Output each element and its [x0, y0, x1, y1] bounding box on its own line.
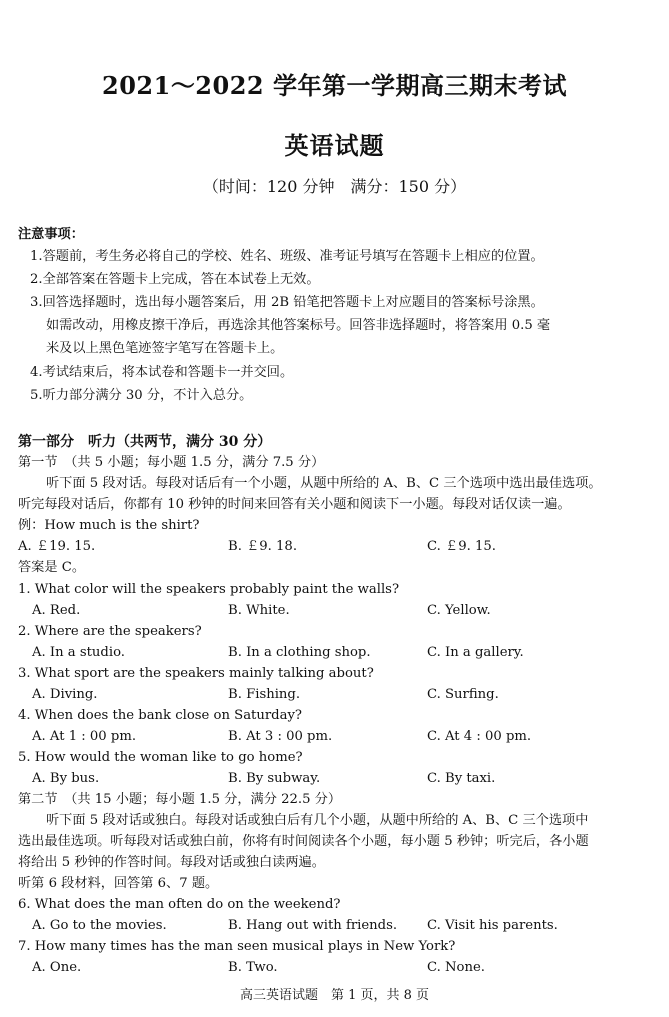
material-note: 听第 6 段材料，回答第 6、7 题。: [18, 876, 219, 891]
part1-heading: 第一部分 听力（共两节，满分 30 分）: [18, 434, 272, 450]
option-c: C. Yellow.: [427, 603, 491, 618]
example-answer: 答案是 C。: [18, 560, 86, 575]
section1-heading: 第一节 （共 5 小题；每小题 1.5 分，满分 7.5 分）: [18, 455, 325, 470]
notice-item: 2.全部答案在答题卡上完成，答在本试卷上无效。: [30, 272, 320, 287]
question-5: 5. How would the woman like to go home?: [18, 750, 303, 765]
subject-title: 英语试题: [284, 131, 385, 160]
section2-instructions: 听下面 5 段对话或独白。每段对话或独白后有几个小题，从题中所给的 A、B、C 三个选项中: [46, 813, 589, 828]
time-info: （时间：120 分钟 满分：150 分）: [202, 177, 467, 196]
option-b: B. White.: [228, 603, 290, 618]
example-option-c: C. ￡9. 15.: [427, 539, 496, 554]
notice-item: 如需改动，用橡皮擦干净后，再选涂其他答案标号。回答非选择题时，将答案用 0.5 毫: [46, 318, 551, 333]
example-question: 例：How much is the shirt?: [18, 518, 200, 533]
option-c: C. At 4 : 00 pm.: [427, 729, 532, 744]
option-a: A. Red.: [32, 603, 81, 618]
exam-title: 2021～2022 学年第一学期高三期末考试: [102, 71, 567, 100]
option-a: A. Go to the movies.: [32, 918, 167, 933]
section2-heading: 第二节 （共 15 小题；每小题 1.5 分，满分 22.5 分）: [18, 792, 342, 807]
notice-item: 米及以上黑色笔迹签字笔写在答题卡上。: [46, 341, 284, 356]
option-a: A. By bus.: [32, 771, 100, 786]
option-a: A. In a studio.: [32, 645, 125, 660]
option-b: B. By subway.: [228, 771, 321, 786]
notice-item: 3.回答选择题时，选出每小题答案后，用 2B 铅笔把答题卡上对应题目的答案标号涂黑。: [30, 295, 544, 310]
page-footer: 高三英语试题 第 1 页，共 8 页: [239, 988, 430, 1003]
option-b: B. Hang out with friends.: [228, 918, 398, 933]
question-3: 3. What sport are the speakers mainly talking about?: [18, 666, 374, 681]
section1-instructions: 听完每段对话后，你都有 10 秒钟的时间来回答有关小题和阅读下一小题。每段对话仅读一遍。: [18, 497, 571, 512]
option-a: A. Diving.: [32, 687, 98, 702]
option-a: A. At 1 : 00 pm.: [32, 729, 137, 744]
option-c: C. None.: [427, 960, 485, 975]
option-c: C. By taxi.: [427, 771, 496, 786]
option-b: B. Two.: [228, 960, 278, 975]
option-b: B. Fishing.: [228, 687, 301, 702]
question-7: 7. How many times has the man seen musical plays in New York?: [18, 939, 456, 954]
option-c: C. Visit his parents.: [427, 918, 558, 933]
option-b: B. At 3 : 00 pm.: [228, 729, 333, 744]
notice-item: 4.考试结束后，将本试卷和答题卡一并交回。: [30, 365, 294, 380]
section1-instructions: 听下面 5 段对话。每段对话后有一个小题，从题中所给的 A、B、C 三个选项中选出最佳选项。: [46, 476, 602, 491]
question-2: 2. Where are the speakers?: [18, 624, 202, 639]
section2-instructions: 将给出 5 秒钟的作答时间。每段对话或独白读两遍。: [18, 855, 325, 870]
notice-item: 1.答题前，考生务必将自己的学校、姓名、班级、准考证号填写在答题卡上相应的位置。: [30, 249, 544, 264]
question-4: 4. When does the bank close on Saturday?: [18, 708, 302, 723]
notice-heading: 注意事项：: [18, 227, 84, 242]
example-option-b: B. ￡9. 18.: [228, 539, 298, 554]
section2-instructions: 选出最佳选项。听每段对话或独白前，你将有时间阅读各个小题，每小题 5 秒钟；听完后，各小题: [18, 834, 589, 849]
question-1: 1. What color will the speakers probably paint the walls?: [18, 582, 400, 597]
option-c: C. Surfing.: [427, 687, 499, 702]
notice-item: 5.听力部分满分 30 分，不计入总分。: [30, 388, 253, 403]
option-b: B. In a clothing shop.: [228, 645, 371, 660]
question-6: 6. What does the man often do on the weekend?: [18, 897, 341, 912]
example-option-a: A. ￡19. 15.: [18, 539, 96, 554]
option-c: C. In a gallery.: [427, 645, 524, 660]
option-a: A. One.: [32, 960, 82, 975]
